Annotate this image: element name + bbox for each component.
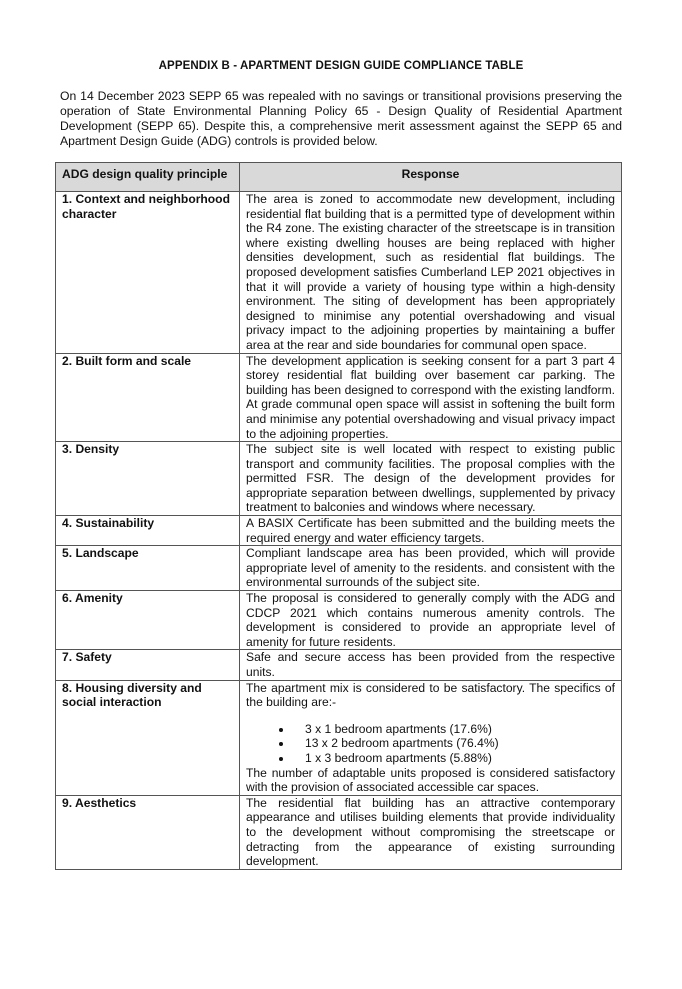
apartment-mix-list (246, 722, 615, 766)
table-row-density (56, 442, 622, 516)
intro-paragraph: On 14 December 2023 SEPP 65 was repealed with no savings or transitional provisions preserving the operation of State Environmental Planning Policy 65 - Design Quality of Residential Apartment Development (SEPP 65). Despite this, a comprehensive merit assessment against the SEPP 65 and Apartment Design Guide (ADG) controls is provided below. (60, 89, 622, 148)
table-row-amenity (56, 591, 622, 650)
table-row-aesthetics (56, 795, 622, 869)
header-principle: ADG design quality principle (56, 163, 240, 192)
principle-cell: 7. Safety (56, 650, 240, 680)
response-cell: The subject site is well located with respect to existing public transport and community facilities. The proposal complies with the permitted FSR. The design of the development provides for appropriate separation between dwellings, supplemented by privacy treatment to balconies and windows where necessary. (240, 442, 622, 516)
header-response: Response (240, 163, 622, 192)
list-item: • 3 x 1 bedroom apartments (17.6%) (293, 722, 615, 737)
response-cell: A BASIX Certificate has been submitted and the building meets the required energy and water efficiency targets. (240, 516, 622, 546)
principle-cell: 8. Housing diversity and social interaction (56, 680, 240, 795)
principle-cell: 4. Sustainability (56, 516, 240, 546)
response-cell: The proposal is considered to generally comply with the ADG and CDCP 2021 which contains numerous amenity controls. The development is considered to provide an appropriate level of amenity for future residents. (240, 591, 622, 650)
table-row-housing-diversity (56, 680, 622, 795)
response-intro: The apartment mix is considered to be satisfactory. The specifics of the building are:- (246, 680, 615, 710)
principle-cell: 9. Aesthetics (56, 795, 240, 869)
table-row-built-form (56, 353, 622, 442)
principle-cell: 6. Amenity (56, 591, 240, 650)
table-row-context (56, 192, 622, 354)
principle-cell: 2. Built form and scale (56, 353, 240, 442)
list-item: • 1 x 3 bedroom apartments (5.88%) (293, 751, 615, 766)
table-row-safety (56, 650, 622, 680)
principle-cell: 1. Context and neighborhood character (56, 192, 240, 354)
response-cell: Safe and secure access has been provided from the respective units. (240, 650, 622, 680)
response-cell (240, 680, 622, 795)
principle-cell: 5. Landscape (56, 546, 240, 591)
response-after: The number of adaptable units proposed is considered satisfactory with the provision of associated accessible car spaces. (246, 765, 615, 795)
table-row-sustainability (56, 516, 622, 546)
compliance-table (55, 162, 622, 870)
principle-cell: 3. Density (56, 442, 240, 516)
response-cell: Compliant landscape area has been provided, which will provide appropriate level of amenity to the residents. and consistent with the environmental surrounds of the subject site. (240, 546, 622, 591)
response-cell: The area is zoned to accommodate new development, including residential flat building that is a permitted type of development within the R4 zone. The existing character of the streetscape is in transition where existing dwelling houses are being replaced with higher densities development, such as residential flat buildings. The proposed development satisfies Cumberland LEP 2021 objectives in that it will provide a variety of housing type within a high-density environment. The siting of development has been appropriately designed to minimise any potential overshadowing and visual privacy impact to the adjoining properties by maintaining a buffer area at the rear and side boundaries for communal open space. (240, 192, 622, 354)
list-item: • 13 x 2 bedroom apartments (76.4%) (293, 736, 615, 751)
page-title: APPENDIX B - APARTMENT DESIGN GUIDE COMPLIANCE TABLE (158, 60, 524, 72)
response-cell: The development application is seeking consent for a part 3 part 4 storey residential flat building over basement car parking. The building has been designed to correspond with the existing landform. At grade communal open space will assist in softening the built form and minimise any potential overshadowing and visual privacy impact to the adjoining properties. (240, 353, 622, 442)
response-cell: The residential flat building has an attractive contemporary appearance and utilises building elements that provide individuality to the development without compromising the streetscape or detracting from the appearance of existing surrounding development. (240, 795, 622, 869)
table-header-row (56, 163, 622, 192)
table-row-landscape (56, 546, 622, 591)
